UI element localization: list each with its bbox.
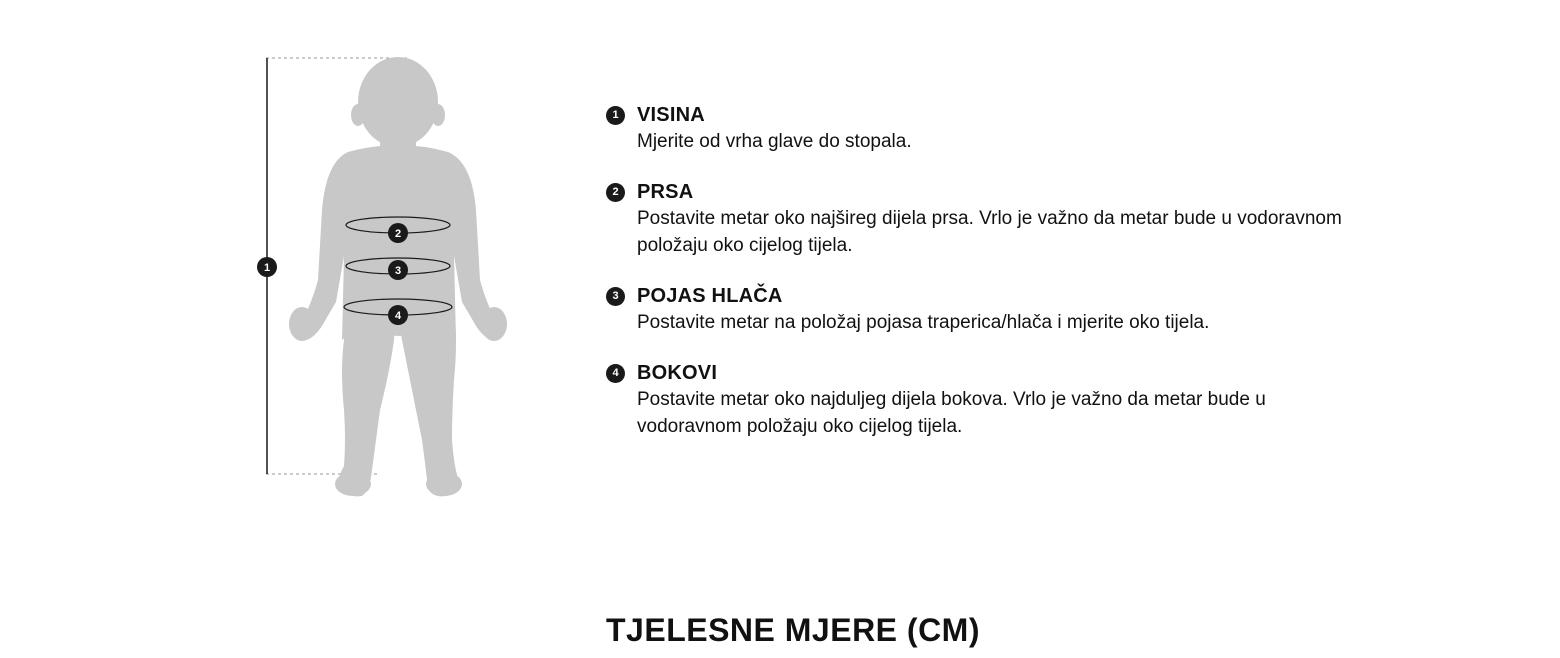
svg-text:1: 1 bbox=[263, 262, 271, 274]
measurement-title: VISINA bbox=[637, 104, 705, 126]
child-silhouette-illustration bbox=[240, 40, 540, 520]
measurement-item-hips bbox=[606, 361, 1346, 440]
measurement-item-chest bbox=[606, 180, 1346, 259]
measurement-title: PRSA bbox=[637, 181, 694, 203]
number-badge: 1 bbox=[606, 106, 625, 125]
measurement-item-waist bbox=[606, 284, 1346, 336]
measurement-item-height bbox=[606, 103, 1346, 155]
height-marker bbox=[257, 257, 277, 277]
child-measurement-figure bbox=[240, 40, 540, 520]
hips-marker bbox=[388, 305, 408, 325]
measurement-instructions-list bbox=[606, 103, 1346, 440]
measurement-description: Postavite metar oko najšireg dijela prsa. Vrlo je važno da metar bude u vodoravnom položaju oko cijelog tijela. bbox=[637, 208, 1342, 256]
number-badge: 3 bbox=[606, 287, 625, 306]
measurement-description: Mjerite od vrha glave do stopala. bbox=[637, 131, 912, 152]
section-title: TJELESNE MJERE (CM) bbox=[606, 612, 980, 648]
measurement-description: Postavite metar na položaj pojasa traperica/hlača i mjerite oko tijela. bbox=[637, 312, 1210, 333]
measurement-title: BOKOVI bbox=[637, 362, 718, 384]
number-badge: 4 bbox=[606, 364, 625, 383]
measurement-title: POJAS HLAČA bbox=[637, 285, 783, 307]
waist-marker bbox=[388, 260, 408, 280]
measurement-description: Postavite metar oko najduljeg dijela bokova. Vrlo je važno da metar bude u vodoravnom položaju oko cijelog tijela. bbox=[637, 389, 1266, 437]
svg-text:4: 4 bbox=[394, 310, 402, 322]
svg-text:3: 3 bbox=[394, 265, 402, 277]
number-badge: 2 bbox=[606, 183, 625, 202]
chest-marker bbox=[388, 223, 408, 243]
svg-text:2: 2 bbox=[394, 228, 402, 240]
